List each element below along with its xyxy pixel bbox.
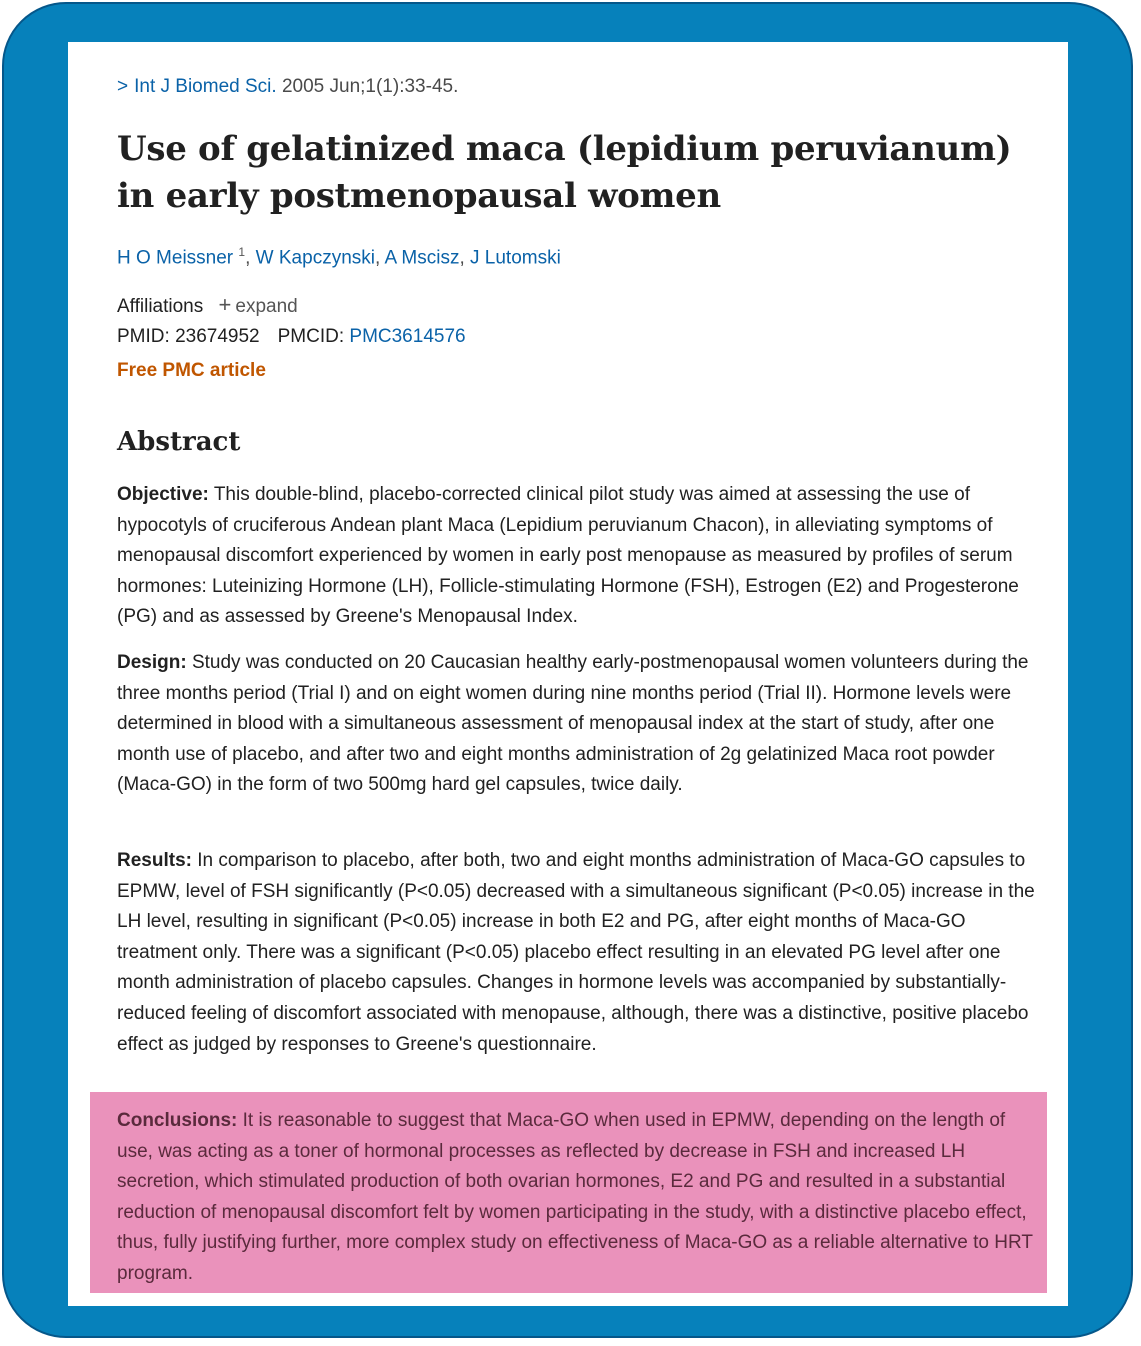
article-title: Use of gelatinized maca (lepidium peruvianum) in early postmenopausal women <box>117 129 1012 216</box>
section-label: Design: <box>117 652 187 673</box>
section-text: This double-blind, placebo-corrected clinical pilot study was aimed at assessing the use of hypocotyls of cruciferous Andean plant Maca (Lepidium peruvianum Chacon), in alleviating symptoms of menopausal discomfort experienced by women in early post menopause as measured by profiles of serum hormones: Luteinizing Hormone (LH), Follicle-stimulating Hormone (FSH), Estrogen (E2) and Progesterone (PG) and as assessed by Greene's Menopausal Index. <box>117 484 1019 628</box>
pmcid-label: PMCID: <box>277 326 345 347</box>
abstract-heading: Abstract <box>117 427 241 457</box>
pmcid-link[interactable]: PMC3614576 <box>349 326 466 347</box>
article-page <box>68 42 1068 1306</box>
journal-link[interactable]: Int J Biomed Sci. <box>134 76 277 97</box>
section-text: In comparison to placebo, after both, two and eight months administration of Maca-GO capsules to EPMW, level of FSH significantly (P<0.05) decreased with a simultaneous significant (P<0.05) increase in the LH level, resulting in significant (P<0.05) increase in both E2 and PG, after eight months of Maca-GO treatment only. There was a significant (P<0.05) placebo effect resulting in an elevated PG level after one month administration of placebo capsules. Changes in hormone levels was accompanied by substantially-reduced feeling of discomfort associated with menopause, although, there was a distinctive, positive placebo effect as judged by responses to Greene's questionnaire. <box>117 850 1035 1055</box>
pmid-value: 23674952 <box>175 326 260 347</box>
affiliations-label: Affiliations <box>117 296 204 317</box>
citation-line <box>117 76 458 98</box>
author-link[interactable]: A Mscisz <box>384 247 460 269</box>
affiliations-row <box>117 292 298 318</box>
free-pmc-article-label: Free PMC article <box>117 360 266 381</box>
abstract-conclusions <box>117 1106 1035 1290</box>
expand-label: expand <box>235 296 298 317</box>
abstract-design <box>117 648 1035 801</box>
author-list: H O Meissner $^1$, W Kapczynski, A Mscisz, J Lutomski <box>117 245 561 269</box>
pmid-label: PMID: <box>117 326 170 347</box>
section-label: Objective: <box>117 484 209 505</box>
section-text: It is reasonable to suggest that Maca-GO when used in EPMW, depending on the length of use, was acting as a toner of hormonal processes as reflected by decrease in FSH and increased LH secretion, which stimulated production of both ovarian hormones, E2 and PG and resulted in a substantial reduction of menopausal discomfort felt by women participating in the study, with a distinctive placebo effect, thus, fully justifying further, more complex study on effectiveness of Maca-GO as a reliable alternative to HRT program. <box>117 1110 1033 1284</box>
section-text: Study was conducted on 20 Caucasian healthy early-postmenopausal women volunteers during the three months period (Trial I) and on eight women during nine months period (Trial II). Hormone levels were determined in blood with a simultaneous assessment of menopausal index at the start of study, after one month use of placebo, and after two and eight months administration of 2g gelatinized Maca root powder (Maca-GO) in the form of two 500mg hard gel capsules, twice daily. <box>117 652 1029 796</box>
chevron-right-icon: > <box>117 76 129 97</box>
section-label: Conclusions: <box>117 1110 238 1131</box>
identifiers-row <box>117 326 466 348</box>
author-link[interactable]: J Lutomski <box>470 247 561 269</box>
expand-affiliations-button[interactable] <box>218 292 298 317</box>
plus-icon: + <box>218 292 232 317</box>
abstract-results <box>117 846 1035 1060</box>
author-link[interactable]: W Kapczynski <box>255 247 375 269</box>
author-link[interactable]: H O Meissner <box>117 247 234 269</box>
affiliation-marker[interactable]: 1 <box>238 245 246 259</box>
citation-details: 2005 Jun;1(1):33-45. <box>281 76 459 97</box>
section-label: Results: <box>117 850 192 871</box>
abstract-objective <box>117 480 1035 633</box>
